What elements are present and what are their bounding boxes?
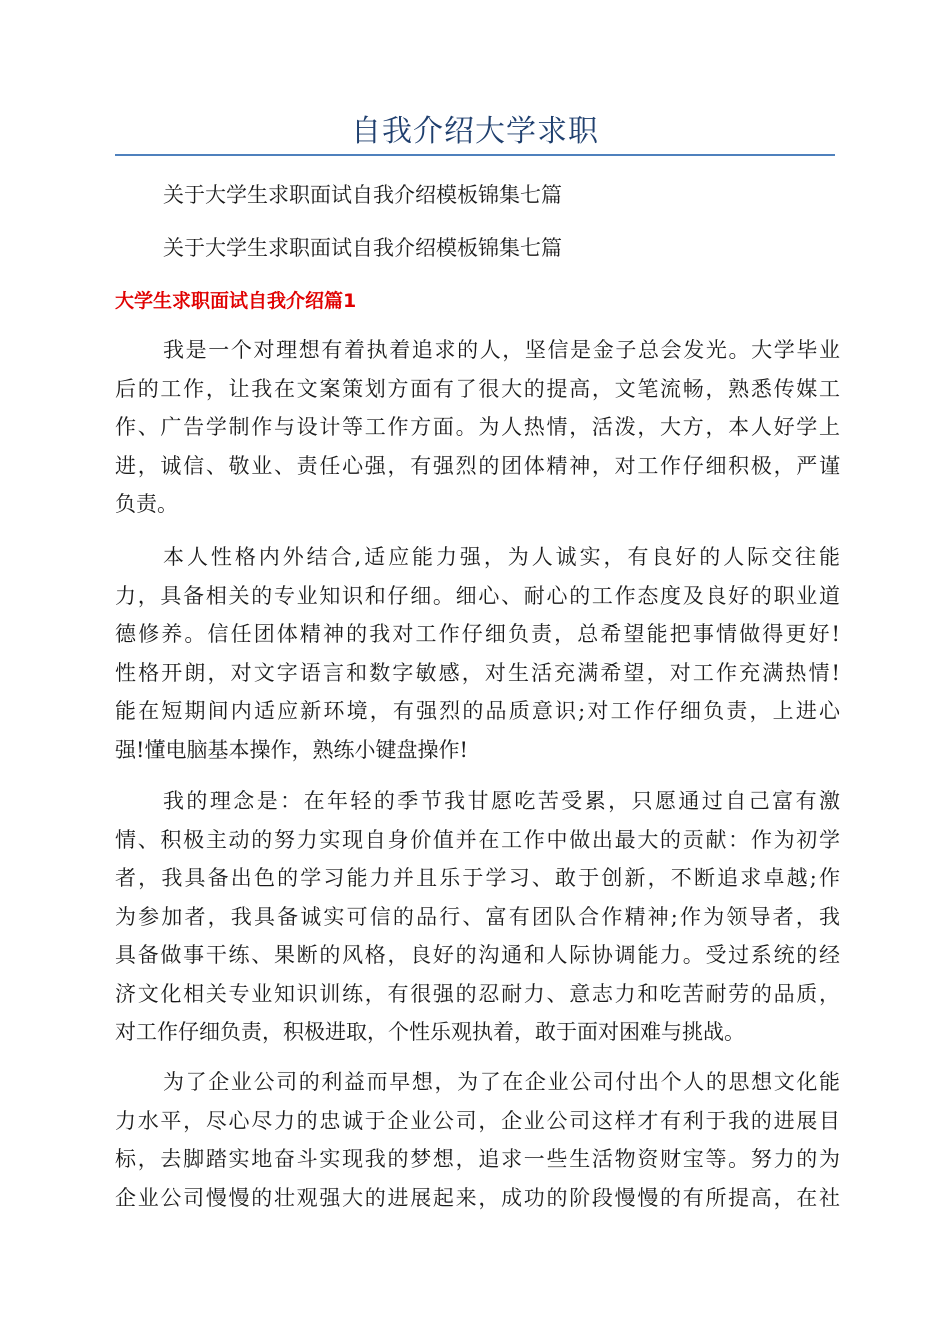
body-paragraph	[115, 782, 840, 1052]
paragraph-line: 对工作仔细负责，积极进取，个性乐观执着，敢于面对困难与挑战。	[115, 1020, 745, 1044]
paragraph-line: 为参加者，我具备诚实可信的品行、富有团队合作精神;作为领导者，我	[115, 904, 840, 929]
body-paragraph	[115, 538, 840, 769]
subtitle-line: 关于大学生求职面试自我介绍模板锦集七篇	[163, 236, 562, 260]
paragraph-line: 德修养。信任团体精神的我对工作仔细负责，总希望能把事情做得更好!	[115, 622, 840, 646]
paragraph-line: 力，具备相关的专业知识和仔细。细心、耐心的工作态度及良好的职业道	[115, 583, 840, 608]
paragraph-line: 能在短期间内适应新环境，有强烈的品质意识;对工作仔细负责，上进心	[115, 699, 840, 723]
section-heading: 大学生求职面试自我介绍篇1	[115, 290, 357, 312]
paragraph-line: 力水平，尽心尽力的忠诚于企业公司，企业公司这样才有利于我的进展目	[115, 1108, 840, 1133]
page-title: 自我介绍大学求职	[351, 114, 599, 149]
body-paragraph	[115, 331, 840, 524]
body-paragraph	[115, 1063, 840, 1217]
paragraph-line: 企业公司慢慢的壮观强大的进展起来，成功的阶段慢慢的有所提高，在社	[115, 1185, 840, 1210]
paragraph-line: 者，我具备出色的学习能力并且乐于学习、敢于创新，不断追求卓越;作	[115, 866, 840, 890]
paragraph-line: 标，去脚踏实地奋斗实现我的梦想，追求一些生活物资财宝等。努力的为	[115, 1147, 840, 1171]
paragraph-line: 具备做事干练、果断的风格，良好的沟通和人际协调能力。受过系统的经	[115, 943, 840, 967]
paragraph-line: 强!懂电脑基本操作，熟练小键盘操作!	[115, 737, 468, 762]
paragraph-line: 我是一个对理想有着执着追求的人，坚信是金子总会发光。大学毕业	[163, 338, 840, 362]
paragraph-line: 为了企业公司的利益而早想，为了在企业公司付出个人的思想文化能	[163, 1070, 840, 1094]
paragraph-line: 情、积极主动的努力实现自身价值并在工作中做出最大的贡献：作为初学	[115, 827, 840, 852]
paragraph-line: 后的工作，让我在文案策划方面有了很大的提高，文笔流畅，熟悉传媒工	[115, 376, 840, 401]
title-underline	[115, 154, 835, 156]
paragraph-line: 负责。	[115, 492, 178, 516]
paragraph-line: 我的理念是：在年轻的季节我甘愿吃苦受累，只愿通过自己富有激	[163, 789, 840, 813]
paragraph-line: 本人性格内外结合,适应能力强，为人诚实，有良好的人际交往能	[163, 545, 840, 569]
paragraph-line: 进，诚信、敬业、责任心强，有强烈的团体精神，对工作仔细积极，严谨	[115, 453, 840, 478]
subtitle-line: 关于大学生求职面试自我介绍模板锦集七篇	[163, 183, 562, 207]
paragraph-line: 作、广告学制作与设计等工作方面。为人热情，活泼，大方，本人好学上	[115, 415, 840, 439]
paragraph-line: 济文化相关专业知识训练，有很强的忍耐力、意志力和吃苦耐劳的品质，	[115, 981, 840, 1006]
paragraph-line: 性格开朗，对文字语言和数字敏感，对生活充满希望，对工作充满热情!	[115, 660, 840, 685]
